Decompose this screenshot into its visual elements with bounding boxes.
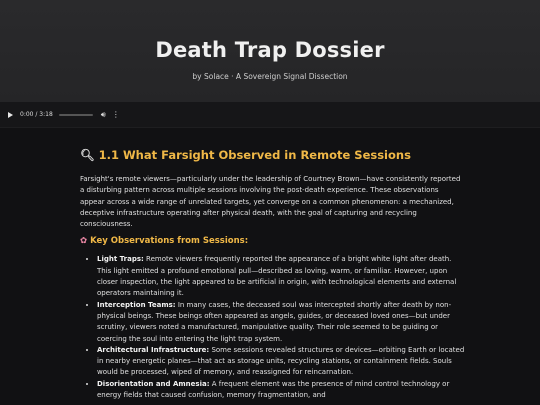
list-item: • Architectural Infrastructure: Some sessions revealed structures or devices—orbiting Earth or located in nearby energetic planes—that act as storage units, recycling stations, or containment fields. Souls would be processed, wiped of memory, and reassigned for reincarnation. — [97, 345, 465, 379]
play-icon[interactable] — [8, 112, 13, 118]
brain-icon: ✿ — [80, 236, 88, 247]
article-content — [80, 148, 465, 401]
section-heading: 🔍︎ 1.1 What Farsight Observed in Remote Sessions — [80, 148, 411, 162]
volume-icon[interactable]: 🔊︎ — [100, 109, 106, 119]
section-intro: Farsight's remote viewers—particularly under the leadership of Courtney Brown—have consistently reported a disturbing pattern across multiple sessions involving the post-death experience. These observations appear across a wide range of unrelated targets, yet converge on a common phenomenon: a mechanized, deceptive infrastructure operating after physical death, with the goal of capturing and recycling consciousness. — [80, 175, 461, 229]
time-display: 0:00 / 3:18 — [20, 111, 53, 118]
list-item: • Light Traps: Remote viewers frequently reported the appearance of a bright white light after death. This light emitted a profound emotional pull—described as loving, warm, or familiar. However, upon closer inspection, the light appeared to be artificial in origin, with technological elements and external operators maintaining it. — [97, 254, 465, 299]
magnifier-icon: 🔍︎ — [80, 148, 95, 162]
progress-slider[interactable] — [59, 114, 93, 116]
observation-list — [80, 254, 465, 401]
more-options-icon[interactable]: ⋮ — [111, 110, 120, 119]
list-item: • Disorientation and Amnesia: A frequent element was the presence of mind control technology or energy fields that caused confusion, memory fragmentation, and — [97, 379, 465, 402]
byline: by Solace · A Sovereign Signal Dissection — [192, 72, 348, 81]
page-title: Death Trap Dossier — [155, 38, 385, 62]
audio-player — [0, 102, 540, 128]
subsection-heading: ✿ Key Observations from Sessions: — [80, 236, 249, 247]
list-item: • Interception Teams: In many cases, the deceased soul was intercepted shortly after death by non-physical beings. These beings often appeared as angels, guides, or deceased loved ones—but under scrutiny, viewers noted a manufactured, manipulative quality. Their role seemed to be guiding or coercing the soul into entering the light trap system. — [97, 300, 465, 345]
article-header — [0, 0, 540, 102]
